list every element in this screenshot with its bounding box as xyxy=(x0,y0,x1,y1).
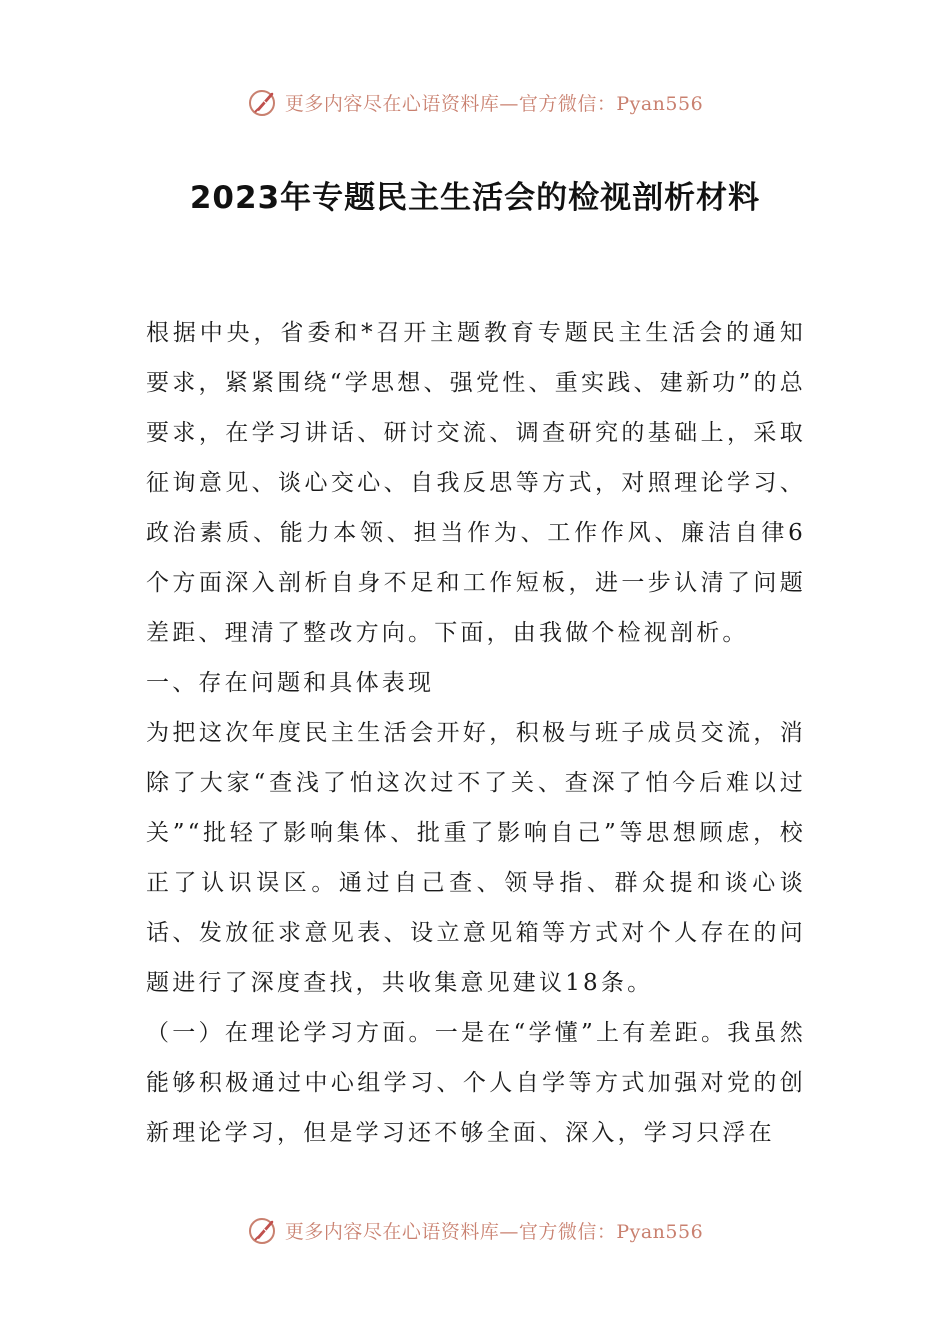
banner-text: 更多内容尽在心语资料库—官方微信：Pyan556 xyxy=(284,92,704,115)
banner-text: 更多内容尽在心语资料库—官方微信：Pyan556 xyxy=(284,1220,704,1243)
document-body xyxy=(146,308,806,1158)
quill-circle-logo-icon xyxy=(247,1214,279,1246)
quill-circle-logo-icon xyxy=(247,86,279,118)
footer-banner xyxy=(0,1212,950,1248)
body-paragraph: （一）在理论学习方面。一是在“学懂”上有差距。我虽然能够积极通过中心组学习、个人自学等方式加强对党的创新理论学习，但是学习还不够全面、深入，学习只浮在 xyxy=(146,1020,806,1146)
body-paragraph: 为把这次年度民主生活会开好，积极与班子成员交流，消除了大家“查浅了怕这次过不了关、查深了怕今后难以过关”“批轻了影响集体、批重了影响自己”等思想顾虑，校正了认识误区。通过自己查、领导指、群众提和谈心谈话、发放征求意见表、设立意见箱等方式对个人存在的问题进行了深度查找，共收集意见建议18条。 xyxy=(146,720,806,996)
header-banner xyxy=(0,84,950,120)
document-title: 2023年专题民主生活会的检视剖析材料 xyxy=(189,180,761,216)
body-paragraph: 根据中央，省委和*召开主题教育专题民主生活会的通知要求，紧紧围绕“学思想、强党性、重实践、建新功”的总要求，在学习讲话、研讨交流、调查研究的基础上，采取征询意见、谈心交心、自我反思等方式，对照理论学习、政治素质、能力本领、担当作为、工作作风、廉洁自律6个方面深入剖析自身不足和工作短板，进一步认清了问题差距、理清了整改方向。下面，由我做个检视剖析。 xyxy=(146,320,806,646)
section-heading: 一、存在问题和具体表现 xyxy=(146,670,435,696)
